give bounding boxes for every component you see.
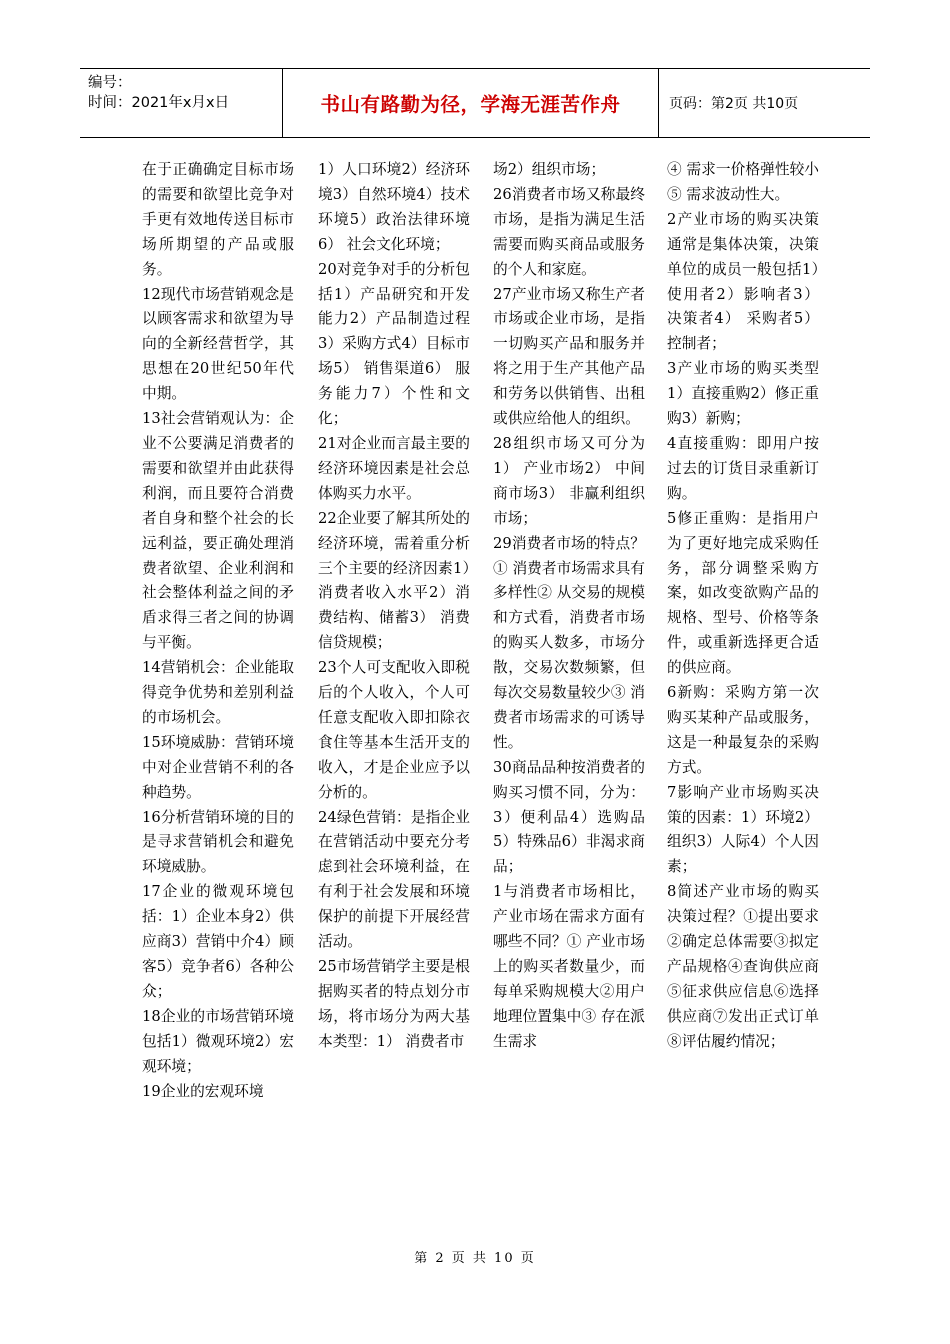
paragraph: 1）人口环境2）经济环境3）自然环境4）技术环境5）政治法律环境6） 社会文化环境； bbox=[318, 161, 470, 253]
header-meta bbox=[80, 69, 283, 137]
paragraph: 20对竞争对手的分析包括1）产品研究和开发能力2）产品制造过程3）采购方式4）目标市场5） 销售渠道6） 服务能力7）个性和文化； bbox=[318, 260, 470, 428]
page-footer: 第 2 页 共 10 页 bbox=[414, 1251, 536, 1266]
paragraph: 18企业的市场营销环境包括1）微观环境2）宏观环境； bbox=[142, 1007, 294, 1075]
text-column-2 bbox=[318, 158, 470, 1055]
page-header bbox=[80, 68, 870, 138]
paragraph: 25市场营销学主要是根据购买者的特点划分市场，将市场分为两大基本类型：1） 消费者市 bbox=[318, 958, 470, 1050]
paragraph: 24绿色营销：是指企业在营销活动中要充分考虑到社会环境利益，在有利于社会发展和环境保护的前提下开展经营活动。 bbox=[318, 808, 470, 951]
paragraph: 28组织市场又可分为1） 产业市场2） 中间商市场3） 非赢利组织市场； bbox=[493, 434, 645, 527]
text-column-3 bbox=[493, 158, 645, 1055]
paragraph: 21对企业而言最主要的经济环境因素是社会总体购买力水平。 bbox=[318, 434, 470, 502]
header-page-info: 页码：第2页 共10页 bbox=[669, 96, 799, 112]
paragraph: 2产业市场的购买决策通常是集体决策，决策单位的成员一般包括1）使用者2）影响者3） 决策者4） 采购者5） 控制者； bbox=[667, 210, 819, 353]
paragraph: 3产业市场的购买类型1）直接重购2）修正重购3）新购； bbox=[667, 360, 819, 428]
serial-number-label: 编号： bbox=[88, 75, 132, 91]
paragraph: 17企业的微观环境包括：1）企业本身2）供应商3）营销中介4）顾客5）竞争者6）各种公众； bbox=[142, 883, 294, 1000]
header-motto-cell bbox=[283, 69, 659, 137]
paragraph: 8简述产业市场的购买决策过程？①提出要求②确定总体需要③拟定产品规格④查询供应商⑤征求供应信息⑥选择供应商⑦发出正式订单⑧评估履约情况； bbox=[667, 883, 819, 1050]
paragraph: 22企业要了解其所处的经济环境，需着重分析三个主要的经济因素1）消费者收入水平2）消费结构、储蓄3） 消费信贷规模； bbox=[318, 509, 470, 652]
paragraph: 30商品品种按消费者的购买习惯不同，分为：3）便利品4）选购品5）特殊品6）非渴求商品； bbox=[493, 758, 645, 876]
paragraph: 4直接重购：即用户按过去的订货目录重新订购。 bbox=[667, 434, 819, 502]
paragraph: 27产业市场又称生产者市场或企业市场，是指一切购买产品和服务并将之用于生产其他产品和劳务以供销售、出租或供应给他人的组织。 bbox=[493, 285, 645, 428]
paragraph: 23个人可支配收入即税后的个人收入，个人可任意支配收入即扣除衣食住等基本生活开支的收入，才是企业应予以分析的。 bbox=[318, 659, 470, 801]
paragraph: 19企业的宏观环境 bbox=[142, 1082, 264, 1100]
body-columns bbox=[0, 158, 950, 1238]
paragraph: 场2）组织市场； bbox=[493, 161, 606, 178]
paragraph: 6新购：采购方第一次购买某种产品或服务，这是一种最复杂的采购方式。 bbox=[667, 684, 819, 776]
paragraph: 13社会营销观认为：企业不公要满足消费者的需要和欲望并由此获得利润，而且要符合消费者自身和整个社会的长远利益，要正确处理消费者欲望、企业利润和社会整体利益之间的矛盾求得三者之间的协调与平衡。 bbox=[142, 410, 294, 652]
paragraph: 12现代市场营销观念是以顾客需求和欲望为导向的全新经营哲学，其思想在20世纪50年代中期。 bbox=[142, 285, 294, 403]
paragraph: 14营销机会：企业能取得竞争优势和差别利益的市场机会。 bbox=[142, 659, 294, 726]
paragraph: 在于正确确定目标市场的需要和欲望比竞争对手更有效地传送目标市场所期望的产品或服务。 bbox=[142, 161, 294, 278]
paragraph: 29消费者市场的特点？① 消费者市场需求具有多样性② 从交易的规模和方式看，消费者市场的购买人数多，市场分散，交易次数频繁，但每次交易数量较少③ 消费者市场需求的可诱导性。 bbox=[493, 534, 645, 751]
paragraph: 15环境威胁：营销环境中对企业营销不利的各种趋势。 bbox=[142, 733, 294, 801]
paragraph: ④ 需求一价格弹性较小⑤ 需求波动性大。 bbox=[667, 161, 819, 203]
date-label: 时间：2021年x月x日 bbox=[88, 95, 230, 111]
header-motto: 书山有路勤为径，学海无涯苦作舟 bbox=[320, 93, 621, 116]
text-column-1 bbox=[142, 158, 294, 1104]
paragraph: 16分析营销环境的目的是寻求营销机会和避免环境威胁。 bbox=[142, 808, 294, 876]
paragraph: 7影响产业市场购买决策的因素：1）环境2）组织3）人际4）个人因素； bbox=[667, 783, 819, 876]
text-column-4 bbox=[667, 158, 819, 1055]
paragraph: 26消费者市场又称最终市场，是指为满足生活需要而购买商品或服务的个人和家庭。 bbox=[493, 185, 645, 278]
paragraph: 5修正重购：是指用户为了更好地完成采购任务，部分调整采购方案，如改变欲购产品的规格、型号、价格等条件，或重新选择更合适的供应商。 bbox=[667, 509, 819, 677]
paragraph: 1与消费者市场相比，产业市场在需求方面有哪些不同？① 产业市场上的购买者数量少，而每单采购规模大②用户地理位置集中③ 存在派生需求 bbox=[493, 883, 645, 1050]
